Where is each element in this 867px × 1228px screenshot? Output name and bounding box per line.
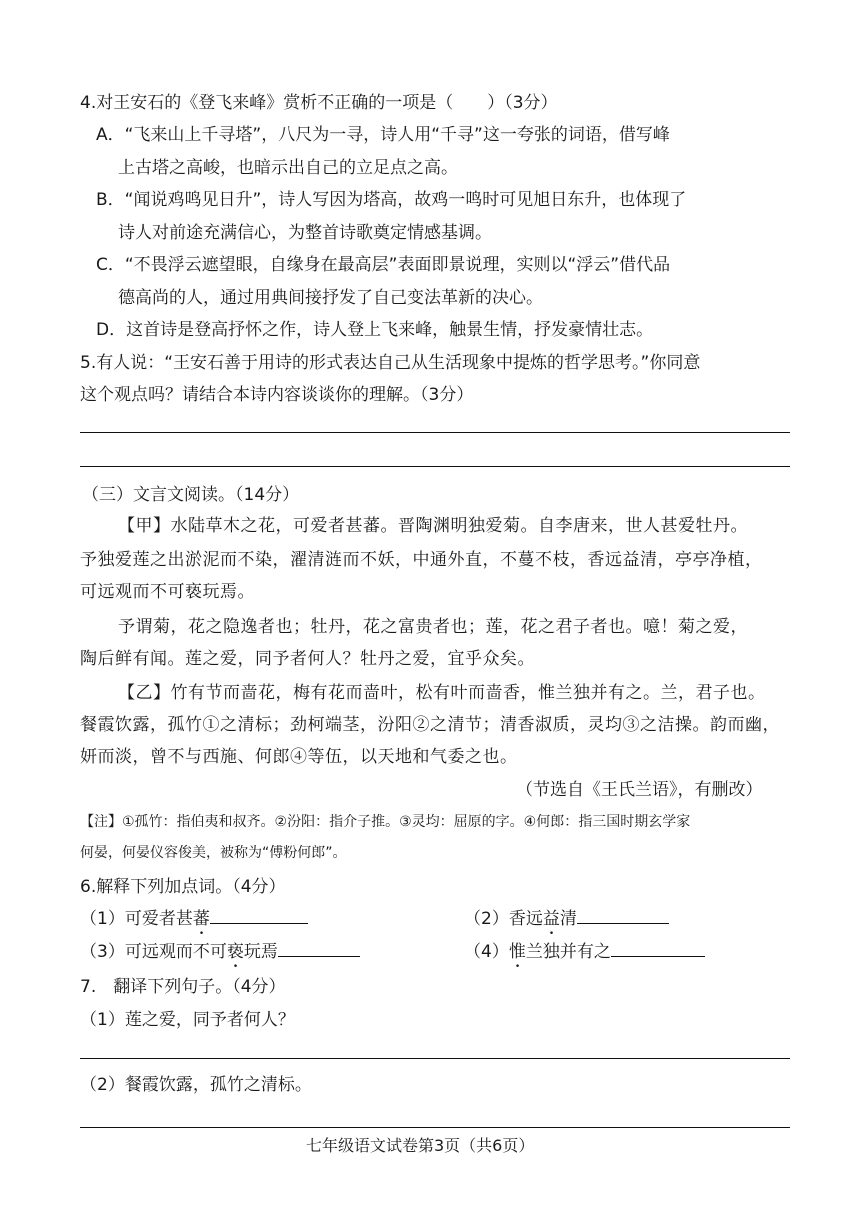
q6-item-3-answer-blank[interactable] bbox=[278, 940, 360, 957]
q6-item-1-answer-blank[interactable] bbox=[210, 907, 308, 924]
passage-jia-line3: 可远观而不可亵玩焉。 bbox=[80, 582, 255, 602]
passage-jia-line2: 予独爱莲之出淤泥而不染，濯清涟而不妖，中通外直，不蔓不枝，香远益清，亭亭净植， bbox=[80, 550, 763, 570]
q6-item-4-text-post: 兰独并有之 bbox=[525, 942, 611, 962]
q6-item-1-dotted-word: 蕃 bbox=[192, 909, 210, 929]
q7-sentence-2: （2）餐霞饮露，孤竹之清标。 bbox=[80, 1075, 312, 1095]
q6-item-2-text: （2）香远 bbox=[464, 909, 543, 929]
q7-answer-line-1[interactable] bbox=[80, 1058, 790, 1059]
passage-jia-line5: 陶后鲜有闻。莲之爱，同予者何人？牡丹之爱，宜乎众矣。 bbox=[80, 649, 535, 669]
passage-jia-line4: 予谓菊，花之隐逸者也；牡丹，花之富贵者也；莲，花之君子者也。噫！菊之爱， bbox=[118, 617, 748, 637]
q6-stem: 6.解释下列加点词。（4分） bbox=[80, 877, 286, 897]
q7-sentence-1: （1）莲之爱，同予者何人？ bbox=[80, 1010, 295, 1030]
q6-item-1-text: （1）可爱者甚 bbox=[80, 909, 193, 929]
q4-option-b-line1: B．“闻说鸡鸣见日升”，诗人写因为塔高，故鸡一鸣时可见旭日东升，也体现了 bbox=[96, 190, 687, 210]
q6-item-3-text: （3）可远观而不可 bbox=[80, 942, 227, 962]
q6-item-2-dotted-word: 益 bbox=[542, 909, 560, 929]
q5-answer-line-1[interactable] bbox=[80, 432, 790, 433]
q6-item-4-text: （4） bbox=[464, 942, 509, 962]
q6-item-4 bbox=[464, 940, 705, 972]
q5-stem-line2: 这个观点吗？请结合本诗内容谈谈你的理解。（3分） bbox=[80, 385, 474, 405]
q4-option-c-line2: 德高尚的人，通过用典间接抒发了自己变法革新的决心。 bbox=[118, 288, 543, 308]
q6-item-2 bbox=[464, 907, 669, 939]
q6-item-4-answer-blank[interactable] bbox=[611, 940, 705, 957]
q6-item-2-answer-blank[interactable] bbox=[577, 907, 669, 924]
q6-item-1 bbox=[80, 907, 308, 939]
q4-option-a-line2: 上古塔之高峻，也暗示出自己的立足点之高。 bbox=[118, 158, 458, 178]
annotation-line1: 【注】①孤竹：指伯夷和叔齐。②汾阳：指介子推。③灵均：屈原的字。④何郎：指三国时期玄学家 bbox=[80, 814, 691, 830]
q4-stem: 4.对王安石的《登飞来峰》赏析不正确的一项是（ ）（3分） bbox=[80, 93, 558, 113]
q5-answer-line-2[interactable] bbox=[80, 466, 790, 467]
passage-yi-line2: 餐霞饮露，孤竹①之清标；劲柯端茎，汾阳②之清节；清香淑质，灵均③之洁操。韵而幽， bbox=[80, 715, 780, 735]
q5-stem-line1: 5.有人说：“王安石善于用诗的形式表达自己从生活现象中提炼的哲学思考。”你同意 bbox=[80, 353, 701, 373]
passage-jia-line1: 【甲】水陆草木之花，可爱者甚蕃。晋陶渊明独爱菊。自李唐来，世人甚爱牡丹。 bbox=[118, 516, 748, 536]
q4-option-b-line2: 诗人对前途充满信心，为整首诗歌奠定情感基调。 bbox=[118, 223, 492, 243]
page-number-label: 七年级语文试卷第3页（共6页） bbox=[306, 1136, 535, 1155]
q6-item-2-text-post: 清 bbox=[559, 909, 577, 929]
passage-yi-line1: 【乙】竹有节而啬花，梅有花而啬叶，松有叶而啬香，惟兰独并有之。兰，君子也。 bbox=[118, 683, 766, 703]
passage-yi-line3: 妍而淡，曾不与西施、何郎④等伍，以天地和气委之也。 bbox=[80, 747, 518, 767]
q4-option-c-line1: C．“不畏浮云遮望眼，自缘身在最高层”表面即景说理，实则以“浮云”借代品 bbox=[96, 255, 671, 275]
footer-divider bbox=[80, 1127, 790, 1128]
section-title: （三）文言文阅读。（14分） bbox=[82, 485, 300, 505]
q4-option-d: D．这首诗是登高抒怀之作，诗人登上飞来峰，触景生情，抒发豪情壮志。 bbox=[96, 320, 654, 340]
q7-stem: 7. 翻译下列句子。（4分） bbox=[80, 977, 286, 997]
q6-item-4-dotted-word: 惟 bbox=[508, 942, 526, 962]
annotation-line2: 何晏，何晏仪容俊美，被称为“傅粉何郎”。 bbox=[80, 845, 347, 861]
q6-item-3 bbox=[80, 940, 360, 972]
q6-item-3-text-post: 玩焉 bbox=[243, 942, 278, 962]
q4-option-a-line1: A．“飞来山上千寻塔”，八尺为一寻，诗人用“千寻”这一夸张的词语，借写峰 bbox=[96, 125, 670, 145]
passage-source: （节选自《王氏兰语》，有删改） bbox=[516, 780, 763, 800]
q6-item-3-dotted-word: 亵 bbox=[226, 942, 244, 962]
